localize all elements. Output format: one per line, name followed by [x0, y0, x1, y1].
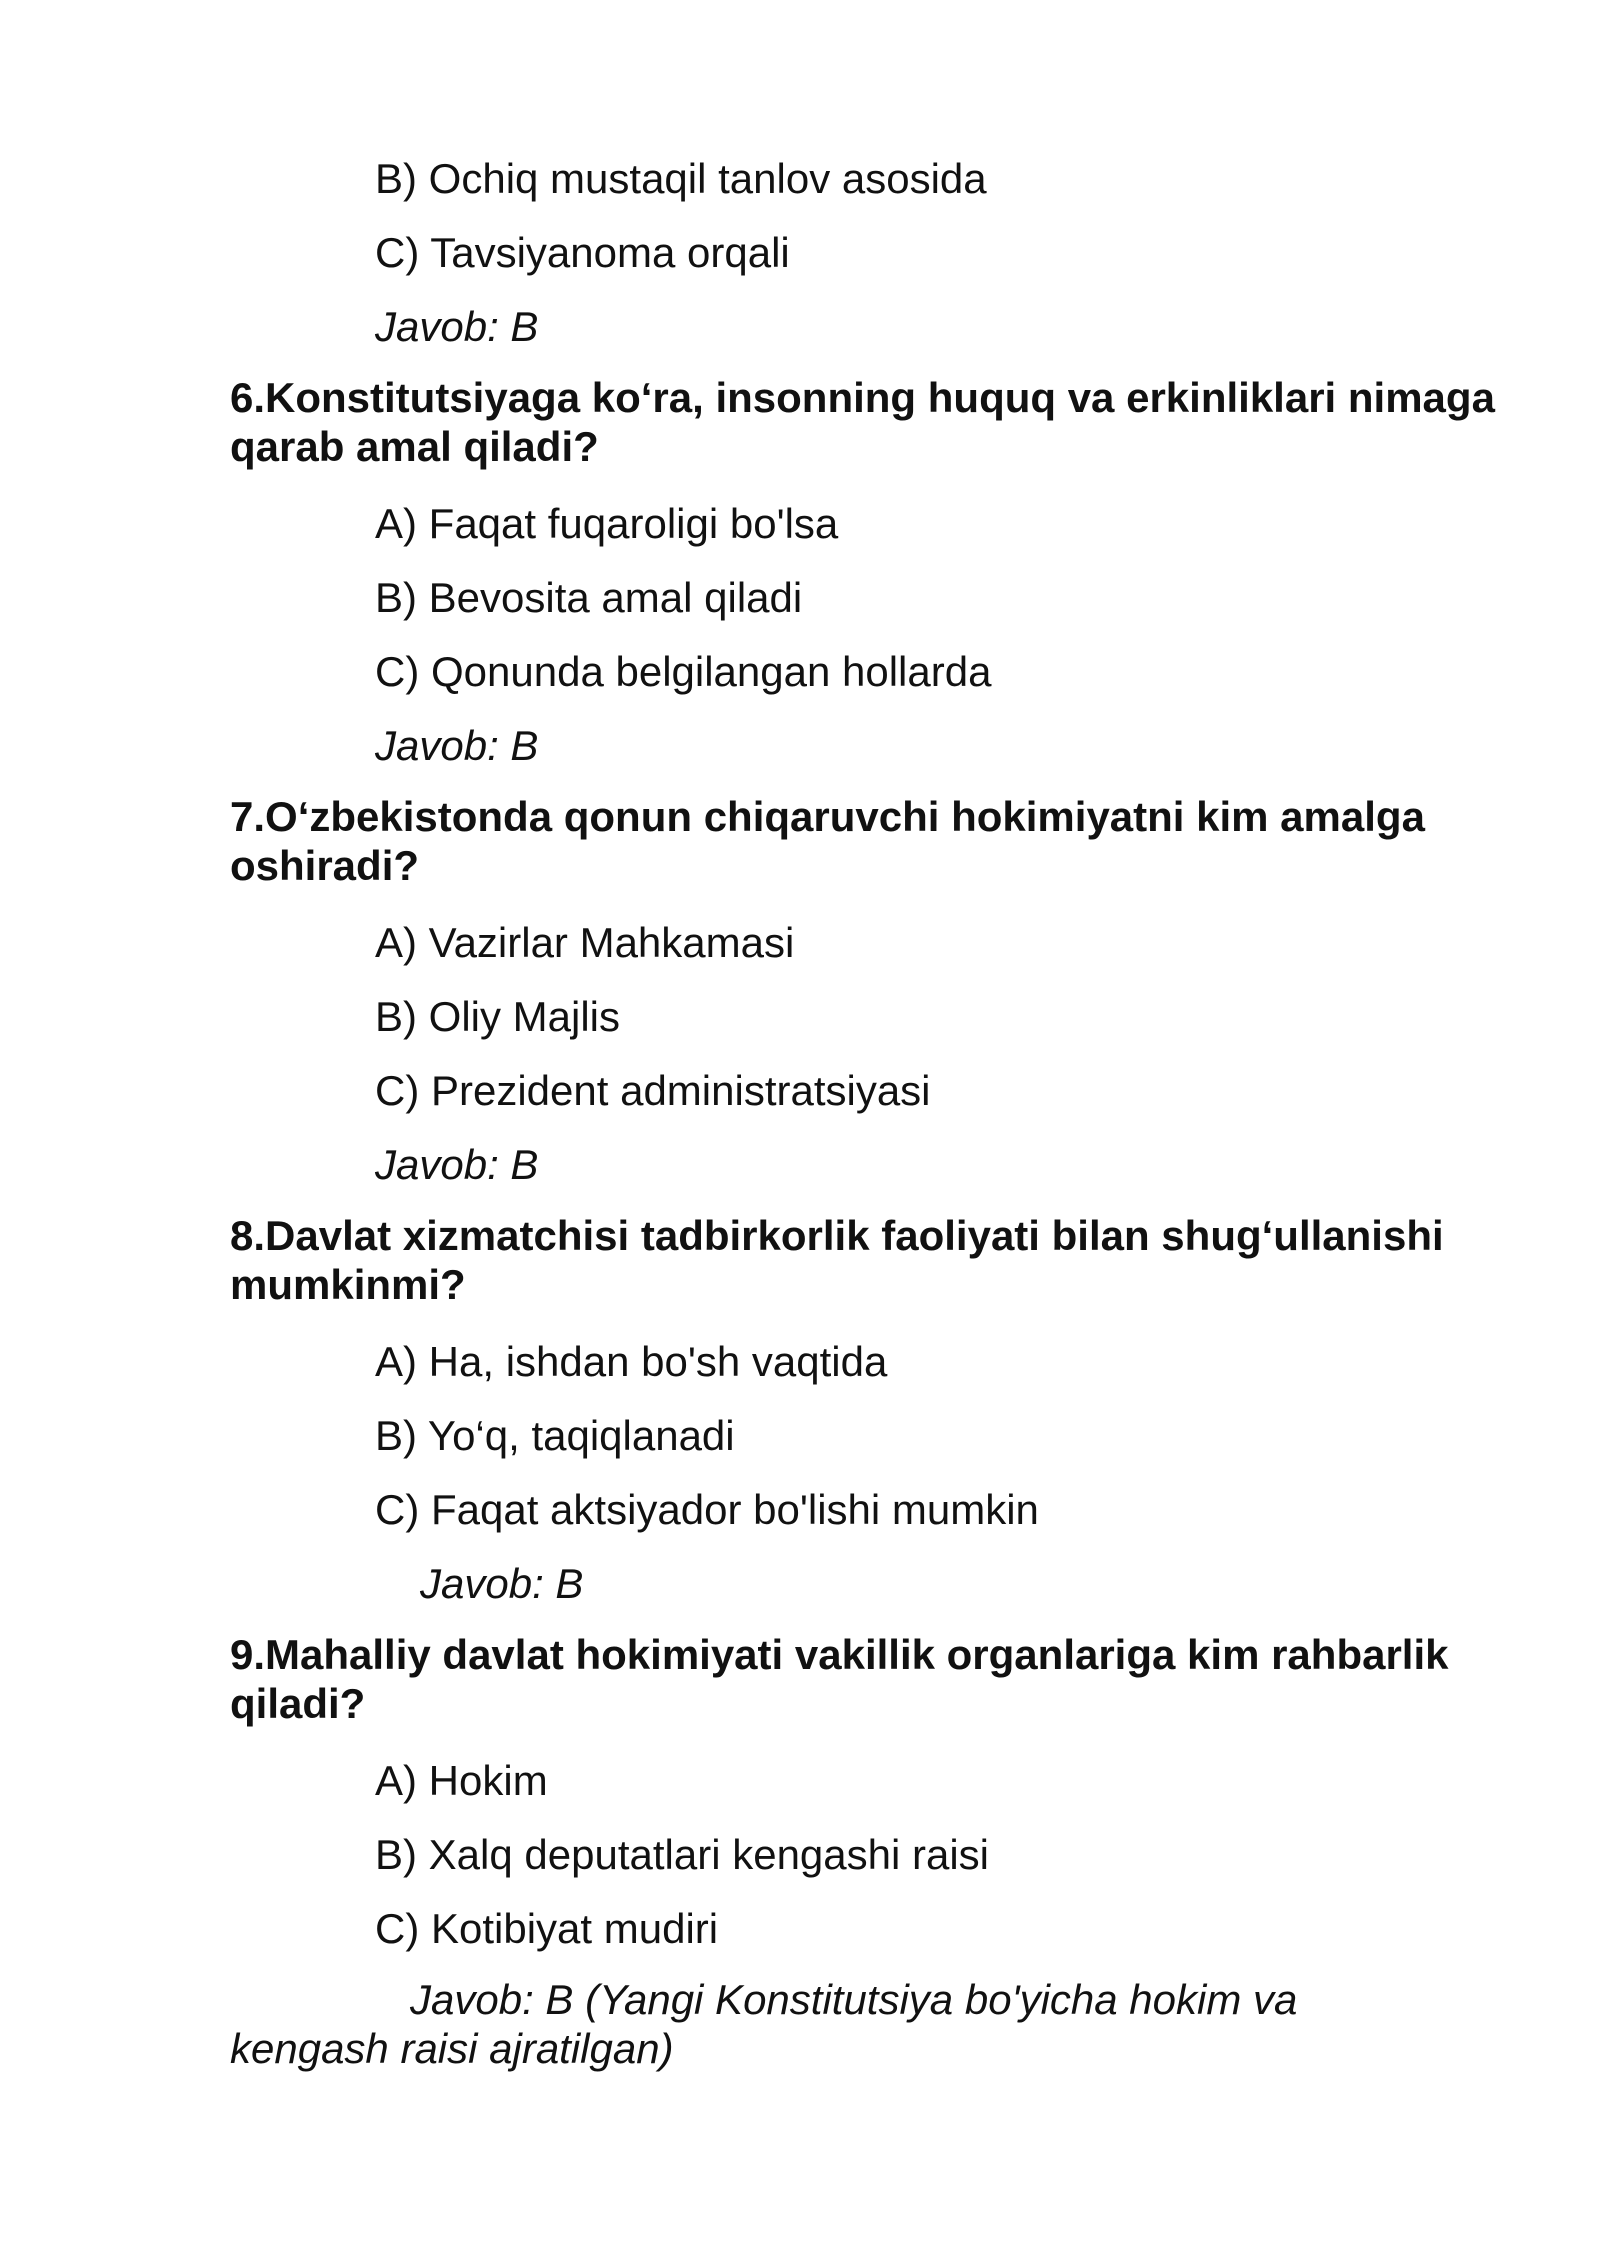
option-6-c: C) Qonunda belgilangan hollarda	[375, 648, 992, 695]
question-7: 7.O‘zbekistonda qonun chiqaruvchi hokimiyatni kim amalga oshiradi?	[230, 793, 1425, 889]
option-5-c: C) Tavsiyanoma orqali	[375, 229, 790, 276]
option-9-a: A) Hokim	[375, 1757, 548, 1804]
answer-5: Javob: B	[375, 303, 539, 350]
answer-6: Javob: B	[375, 722, 539, 769]
option-9-c: C) Kotibiyat mudiri	[375, 1905, 719, 1952]
option-8-c: C) Faqat aktsiyador bo'lishi mumkin	[375, 1486, 1039, 1533]
question-6: 6.Konstitutsiyaga ko‘ra, insonning huquq va erkinliklari nimaga qarab amal qiladi?	[230, 374, 1495, 470]
option-7-a: A) Vazirlar Mahkamasi	[375, 919, 795, 966]
option-7-b: B) Oliy Majlis	[375, 993, 621, 1040]
answer-7: Javob: B	[375, 1141, 539, 1188]
option-6-a: A) Faqat fuqaroligi bo'lsa	[375, 500, 839, 547]
answer-9: Javob: B (Yangi Konstitutsiya bo'yicha hokim va kengash raisi ajratilgan)	[230, 1976, 1298, 2072]
option-6-b: B) Bevosita amal qiladi	[375, 574, 803, 621]
option-8-a: A) Ha, ishdan bo'sh vaqtida	[375, 1338, 888, 1385]
answer-8: Javob: B	[420, 1560, 584, 1607]
option-7-c: C) Prezident administratsiyasi	[375, 1067, 931, 1114]
option-9-b: B) Xalq deputatlari kengashi raisi	[375, 1831, 990, 1878]
question-9: 9.Mahalliy davlat hokimiyati vakillik organlariga kim rahbarlik qiladi?	[230, 1631, 1449, 1727]
option-8-b: B) Yo‘q, taqiqlanadi	[375, 1412, 735, 1459]
question-8: 8.Davlat xizmatchisi tadbirkorlik faoliyati bilan shug‘ullanishi mumkinmi?	[230, 1212, 1444, 1308]
option-5-b: B) Ochiq mustaqil tanlov asosida	[375, 155, 987, 202]
